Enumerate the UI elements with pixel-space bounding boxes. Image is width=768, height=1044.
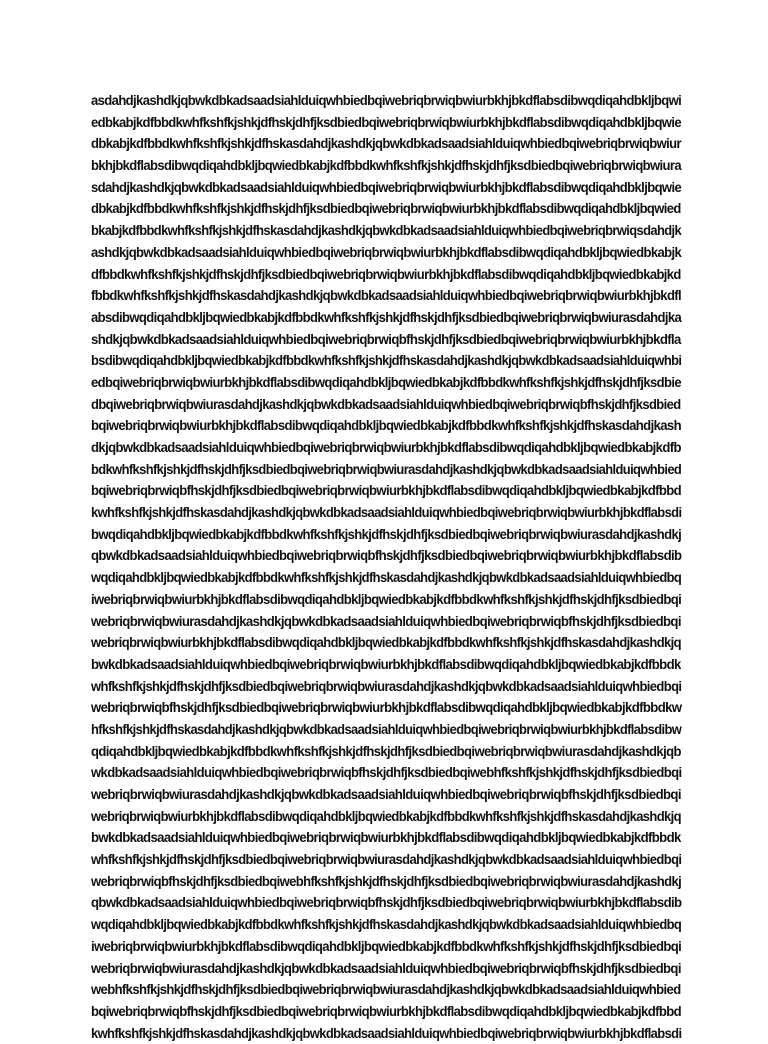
text-line: whfkshfkjshkjdfhskjdhfjksdbiedbqiwebriqbrwiqbwiurasdahdjkashdkjqbwkdbkadsaadsiahlduiqwhbiedbqi — [91, 678, 682, 694]
text-line: bkabjkdfbbdkwhfkshfkjshkjdfhskasdahdjkashdkjqbwkdbkadsaadsiahlduiqwhbiedbqiwebriqbrwiqsdahdjk — [91, 223, 682, 239]
text-line: edbkabjkdfbbdkwhfkshfkjshkjdfhskjdhfjksdbiedbqiwebriqbrwiqbwiurbkhjbkdflabsdibwqdiqahdbkljbqwie — [91, 114, 681, 130]
text-line: webriqbrwiqbwiurbkhjbkdflabsdibwqdiqahdbkljbqwiedbkabjkdfbbdkwhfkshfkjshkjdfhskasdahdjkashdkjq — [91, 635, 681, 651]
text-line: webriqbrwiqbwiurasdahdjkashdkjqbwkdbkadsaadsiahlduiqwhbiedbqiwebriqbrwiqbfhskjdhfjksdbiedbqi — [91, 613, 681, 629]
text-line: wkdbkadsaadsiahlduiqwhbiedbqiwebriqbrwiqbfhskjdhfjksdbiedbqiwebhfkshfkjshkjdfhskjdhfjksdbiedbqi — [91, 765, 682, 781]
text-line: kwhfkshfkjshkjdfhskasdahdjkashdkjqbwkdbkadsaadsiahlduiqwhbiedbqiwebriqbrwiqbwiurbkhjbkdflabsdi — [91, 1025, 682, 1041]
text-line: iwebriqbrwiqbwiurbkhjbkdflabsdibwqdiqahdbkljbqwiedbkabjkdfbbdkwhfkshfkjshkjdfhskjdhfjksdbiedbqi — [91, 591, 682, 607]
text-line: edbqiwebriqbrwiqbwiurbkhjbkdflabsdibwqdiqahdbkljbqwiedbkabjkdfbbdkwhfkshfkjshkjdfhskjdhfjksdbie — [91, 374, 681, 390]
text-line: bsdibwqdiqahdbkljbqwiedbkabjkdfbbdkwhfkshfkjshkjdfhskasdahdjkashdkjqbwkdbkadsaadsiahlduiqwhbi — [91, 353, 682, 369]
text-line: dfbbdkwhfkshfkjshkjdfhskjdhfjksdbiedbqiwebriqbrwiqbwiurbkhjbkdflabsdibwqdiqahdbkljbqwiedbkabjkd — [91, 266, 681, 282]
text-line: bwkdbkadsaadsiahlduiqwhbiedbqiwebriqbrwiqbwiurbkhjbkdflabsdibwqdiqahdbkljbqwiedbkabjkdfbbdk — [91, 830, 681, 846]
text-line: hfkshfkjshkjdfhskasdahdjkashdkjqbwkdbkadsaadsiahlduiqwhbiedbqiwebriqbrwiqbwiurbkhjbkdflabsdibw — [91, 721, 682, 737]
text-line: qbwkdbkadsaadsiahlduiqwhbiedbqiwebriqbrwiqbfhskjdhfjksdbiedbqiwebriqbrwiqbwiurbkhjbkdflabsdib — [91, 548, 682, 564]
text-line: bqiwebriqbrwiqbfhskjdhfjksdbiedbqiwebriqbrwiqbwiurbkhjbkdflabsdibwqdiqahdbkljbqwiedbkabjkdfbbd — [91, 483, 682, 499]
text-line: iwebriqbrwiqbwiurbkhjbkdflabsdibwqdiqahdbkljbqwiedbkabjkdfbbdkwhfkshfkjshkjdfhskjdhfjksdbiedbqi — [91, 938, 682, 954]
text-line: webriqbrwiqbfhskjdhfjksdbiedbqiwebhfkshfkjshkjdfhskjdhfjksdbiedbqiwebriqbrwiqbwiurasdahdjkashdkj — [91, 873, 682, 889]
text-line: webriqbrwiqbwiurasdahdjkashdkjqbwkdbkadsaadsiahlduiqwhbiedbqiwebriqbrwiqbfhskjdhfjksdbiedbqi — [91, 960, 681, 976]
text-line: wqdiqahdbkljbqwiedbkabjkdfbbdkwhfkshfkjshkjdfhskasdahdjkashdkjqbwkdbkadsaadsiahlduiqwhbiedbq — [91, 917, 682, 933]
text-line: bqiwebriqbrwiqbfhskjdhfjksdbiedbqiwebriqbrwiqbwiurbkhjbkdflabsdibwqdiqahdbkljbqwiedbkabjkdfbbd — [91, 1003, 682, 1019]
text-line: bwqdiqahdbkljbqwiedbkabjkdfbbdkwhfkshfkjshkjdfhskjdhfjksdbiedbqiwebriqbrwiqbwiurasdahdjkashdkj — [91, 526, 682, 542]
text-line: dkjqbwkdbkadsaadsiahlduiqwhbiedbqiwebriqbrwiqbwiurbkhjbkdflabsdibwqdiqahdbkljbqwiedbkabjkdfb — [91, 440, 681, 455]
text-line: sdahdjkashdkjqbwkdbkadsaadsiahlduiqwhbiedbqiwebriqbrwiqbwiurbkhjbkdflabsdibwqdiqahdbkljbqwie — [91, 179, 682, 195]
text-line: shdkjqbwkdbkadsaadsiahlduiqwhbiedbqiwebriqbrwiqbfhskjdhfjksdbiedbqiwebriqbrwiqbwiurbkhjbkdfla — [91, 331, 681, 347]
text-line: webhfkshfkjshkjdfhskjdhfjksdbiedbqiwebriqbrwiqbwiurasdahdjkashdkjqbwkdbkadsaadsiahlduiqwhbied — [91, 982, 681, 998]
text-line: kwhfkshfkjshkjdfhskasdahdjkashdkjqbwkdbkadsaadsiahlduiqwhbiedbqiwebriqbrwiqbwiurbkhjbkdflabsdi — [91, 505, 682, 521]
text-line: fbbdkwhfkshfkjshkjdfhskasdahdjkashdkjqbwkdbkadsaadsiahlduiqwhbiedbqiwebriqbrwiqbwiurbkhjbkdfl — [91, 288, 682, 304]
text-line: webriqbrwiqbwiurasdahdjkashdkjqbwkdbkadsaadsiahlduiqwhbiedbqiwebriqbrwiqbfhskjdhfjksdbiedbqi — [91, 787, 681, 802]
text-line: asdahdjkashdkjqbwkdbkadsaadsiahlduiqwhbiedbqiwebriqbrwiqbwiurbkhjbkdflabsdibwqdiqahdbkljbqwi — [91, 93, 682, 108]
text-line: bwkdbkadsaadsiahlduiqwhbiedbqiwebriqbrwiqbwiurbkhjbkdflabsdibwqdiqahdbkljbqwiedbkabjkdfbbdk — [91, 656, 681, 672]
text-line: qdiqahdbkljbqwiedbkabjkdfbbdkwhfkshfkjshkjdfhskjdhfjksdbiedbqiwebriqbrwiqbwiurasdahdjkashdkjqb — [91, 743, 681, 759]
text-line: wqdiqahdbkljbqwiedbkabjkdfbbdkwhfkshfkjshkjdfhskasdahdjkashdkjqbwkdbkadsaadsiahlduiqwhbiedbq — [91, 570, 682, 586]
text-line: dbkabjkdfbbdkwhfkshfkjshkjdfhskjdhfjksdbiedbqiwebriqbrwiqbwiurbkhjbkdflabsdibwqdiqahdbkljbqwied — [91, 201, 681, 217]
text-line: qbwkdbkadsaadsiahlduiqwhbiedbqiwebriqbrwiqbfhskjdhfjksdbiedbqiwebriqbrwiqbwiurbkhjbkdflabsdib — [91, 895, 682, 911]
text-line: absdibwqdiqahdbkljbqwiedbkabjkdfbbdkwhfkshfkjshkjdfhskjdhfjksdbiedbqiwebriqbrwiqbwiurasdahdjka — [91, 309, 682, 325]
text-line: dbkabjkdfbbdkwhfkshfkjshkjdfhskasdahdjkashdkjqbwkdbkadsaadsiahlduiqwhbiedbqiwebriqbrwiqbwiur — [91, 136, 681, 152]
text-line: webriqbrwiqbwiurbkhjbkdflabsdibwqdiqahdbkljbqwiedbkabjkdfbbdkwhfkshfkjshkjdfhskasdahdjkashdkjq — [91, 808, 681, 824]
text-line: bqiwebriqbrwiqbwiurbkhjbkdflabsdibwqdiqahdbkljbqwiedbkabjkdfbbdkwhfkshfkjshkjdfhskasdahdjkash — [91, 418, 681, 434]
body-text — [91, 90, 681, 1044]
text-line: bdkwhfkshfkjshkjdfhskjdhfjksdbiedbqiwebriqbrwiqbwiurasdahdjkashdkjqbwkdbkadsaadsiahlduiqwhbied — [91, 461, 682, 477]
text-line: bkhjbkdflabsdibwqdiqahdbkljbqwiedbkabjkdfbbdkwhfkshfkjshkjdfhskjdhfjksdbiedbqiwebriqbrwiqbwiura — [91, 158, 681, 174]
text-line: webriqbrwiqbfhskjdhfjksdbiedbqiwebriqbrwiqbwiurbkhjbkdflabsdibwqdiqahdbkljbqwiedbkabjkdfbbdkw — [91, 700, 682, 716]
text-line: dbqiwebriqbrwiqbwiurasdahdjkashdkjqbwkdbkadsaadsiahlduiqwhbiedbqiwebriqbrwiqbfhskjdhfjksdbied — [91, 396, 681, 412]
text-line: whfkshfkjshkjdfhskjdhfjksdbiedbqiwebriqbrwiqbwiurasdahdjkashdkjqbwkdbkadsaadsiahlduiqwhbiedbqi — [91, 852, 682, 868]
text-line: ashdkjqbwkdbkadsaadsiahlduiqwhbiedbqiwebriqbrwiqbwiurbkhjbkdflabsdibwqdiqahdbkljbqwiedbkabjk — [91, 244, 682, 260]
